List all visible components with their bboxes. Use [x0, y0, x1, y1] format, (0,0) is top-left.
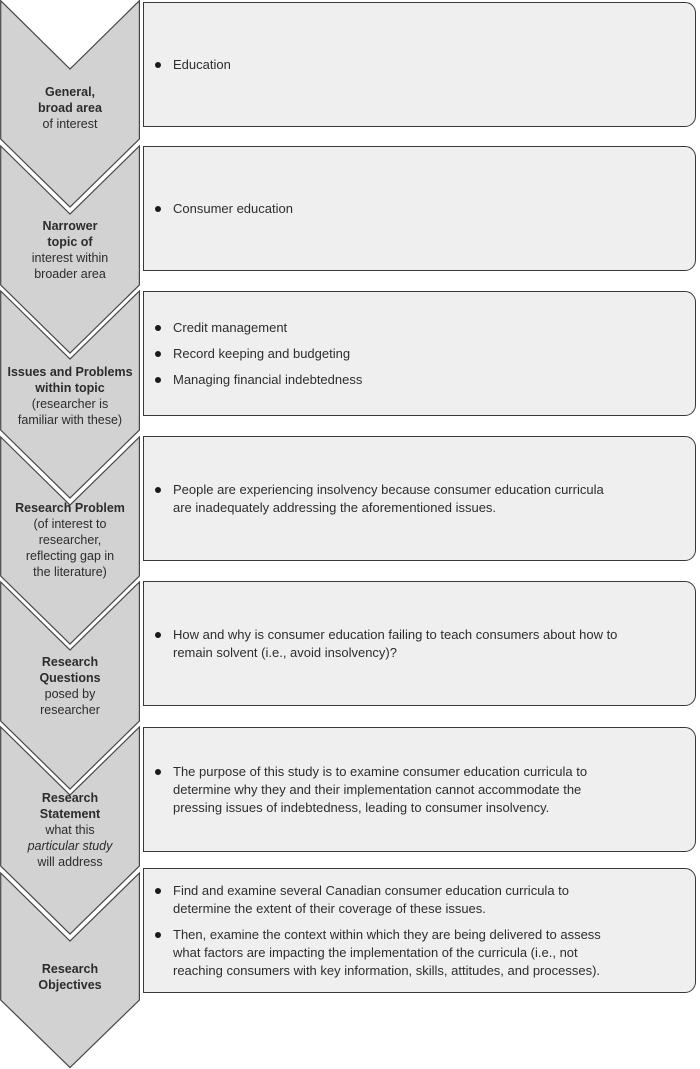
bullet-item — [144, 481, 695, 517]
bullet-icon — [155, 487, 161, 493]
stage-box-research-problem — [143, 436, 696, 561]
label-line: (researcher is — [31, 397, 109, 411]
chevron-label-research-problem — [4, 500, 136, 580]
bullet-item — [144, 882, 695, 918]
bullet-text: Consumer education — [173, 200, 293, 216]
label-line: reflecting gap in — [25, 549, 115, 563]
bullet-text: Record keeping and budgeting — [173, 345, 351, 361]
bullet-icon — [155, 351, 161, 357]
chevron-label-research-questions — [4, 654, 136, 718]
stage-box-research-objectives — [143, 868, 696, 993]
label-line: Questions — [39, 671, 101, 685]
bullet-item — [144, 926, 695, 980]
bullet-icon — [155, 769, 161, 775]
label-line: what this — [45, 823, 95, 837]
bullet-text: Then, examine the context within which they are being delivered to assess what factors are impacting the implementation of the curricula (i.e., not reaching consumers with key information, skills, attitudes, and processes). — [173, 926, 601, 978]
bullet-text: How and why is consumer education failing to teach consumers about how to remain solvent (i.e., avoid insolvency)? — [173, 626, 618, 660]
bullet-text: Education — [173, 56, 231, 72]
chevron-label-general-broad-area — [4, 84, 136, 132]
label-line: Narrower — [42, 219, 98, 233]
bullet-icon — [155, 632, 161, 638]
bullet-item — [144, 200, 695, 218]
bullet-text: The purpose of this study is to examine consumer education curricula to determine why they and their implementation cannot accommodate the pressing issues of indebtedness, leading to consumer insolvency. — [173, 763, 588, 815]
bullet-item — [144, 319, 695, 337]
chevron-label-narrower-topic — [4, 218, 136, 282]
label-line: interest within — [31, 251, 109, 265]
bullet-text: People are experiencing insolvency because consumer education curricula are inadequately addressing the aforementioned issues. — [173, 481, 604, 515]
bullet-item — [144, 626, 695, 662]
label-line: Issues and Problems — [7, 365, 133, 379]
bullet-item — [144, 345, 695, 363]
bullet-icon — [155, 206, 161, 212]
label-line: particular study — [27, 839, 113, 853]
label-line: topic of — [47, 235, 93, 249]
stage-box-issues-problems — [143, 291, 696, 416]
bullet-item — [144, 763, 695, 817]
chevron-label-research-statement — [4, 790, 136, 870]
chevron-label-research-objectives — [4, 961, 136, 993]
bullet-icon — [155, 888, 161, 894]
label-line: will address — [37, 855, 103, 869]
label-line: broad area — [38, 101, 102, 115]
label-line: posed by — [44, 687, 96, 701]
label-line: Research — [41, 655, 99, 669]
label-line: the literature) — [33, 565, 107, 579]
bullet-icon — [155, 325, 161, 331]
chevron-label-issues-and-problems — [4, 364, 136, 428]
label-line: General, — [44, 85, 96, 99]
label-line: of interest — [42, 117, 98, 131]
label-line: Objectives — [38, 978, 102, 992]
bullet-icon — [155, 932, 161, 938]
label-line: (of interest to — [33, 517, 107, 531]
bullet-text: Find and examine several Canadian consumer education curricula to determine the extent of their coverage of these issues. — [173, 882, 569, 916]
label-line: broader area — [34, 267, 106, 281]
bullet-icon — [155, 62, 161, 68]
label-line: researcher — [40, 703, 100, 717]
bullet-text: Credit management — [173, 319, 288, 335]
label-line: within topic — [35, 381, 105, 395]
label-line: Research — [41, 962, 99, 976]
label-line: Statement — [39, 807, 101, 821]
stage-box-education — [143, 2, 696, 127]
label-line: researcher, — [38, 533, 102, 547]
bullet-text: Managing financial indebtedness — [173, 371, 363, 387]
bullet-icon — [155, 377, 161, 383]
stage-box-research-statement — [143, 727, 696, 852]
bullet-item — [144, 371, 695, 389]
label-line: familiar with these) — [17, 413, 123, 427]
bullet-item — [144, 56, 695, 74]
stage-box-research-questions — [143, 581, 696, 706]
stage-box-consumer-education — [143, 146, 696, 271]
label-line: Research Problem — [15, 501, 125, 515]
label-line: Research — [41, 791, 99, 805]
